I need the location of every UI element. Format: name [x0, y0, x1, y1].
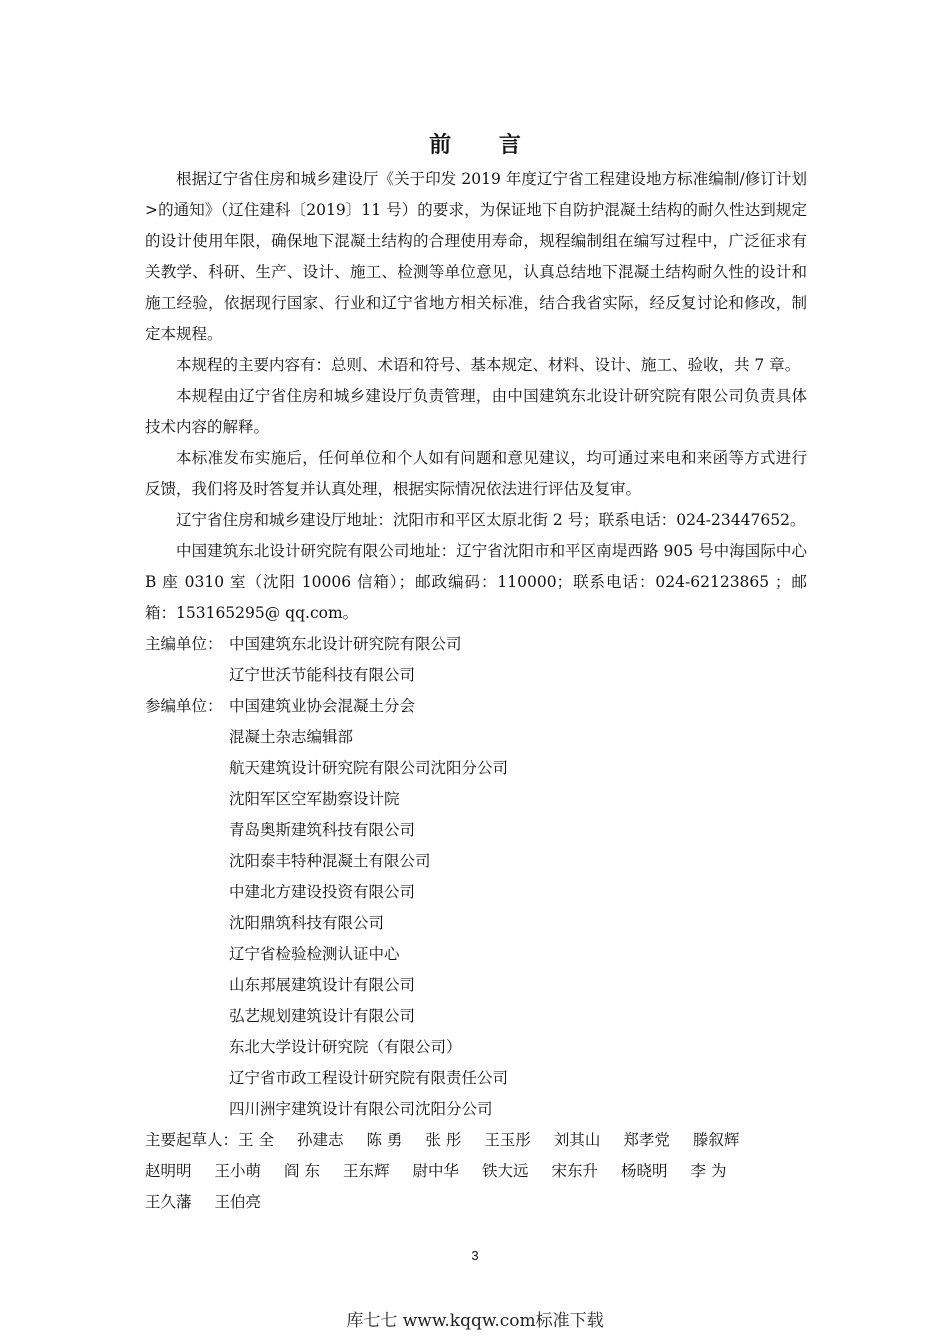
participating-units-list	[229, 691, 508, 1125]
list-item: 沈阳鼎筑科技有限公司	[229, 914, 385, 932]
list-item: 沈阳军区空军勘察设计院	[229, 790, 400, 808]
document-body	[145, 164, 807, 1218]
drafter-name: 赵明明	[145, 1162, 192, 1180]
list-item: 弘艺规划建筑设计有限公司	[229, 1007, 416, 1025]
drafter-name: 铁大远	[482, 1162, 529, 1180]
institute-address: 中国建筑东北设计研究院有限公司地址：辽宁省沈阳市和平区南堤西路 905 号中海国际中心 B 座 0310 室（沈阳 10006 信箱）；邮政编码：110000；联系电话：024-62123865 ；邮箱：153165295@ qq.com。	[145, 542, 807, 622]
list-item: 混凝土杂志编辑部	[229, 728, 354, 746]
drafter-name: 王 全	[238, 1131, 274, 1149]
list-item: 东北大学设计研究院（有限公司）	[229, 1038, 462, 1056]
drafter-name: 李 为	[690, 1162, 727, 1180]
list-item: 沈阳泰丰特种混凝土有限公司	[229, 852, 431, 870]
chief-units-list	[229, 629, 462, 691]
page-number: 3	[471, 1248, 479, 1263]
participating-units-label: 参编单位：	[145, 697, 223, 715]
watermark-text: 库七七 www.kqqw.com标准下载	[346, 1311, 604, 1331]
management-paragraph: 本规程由辽宁省住房和城乡建设厅负责管理，由中国建筑东北设计研究院有限公司负责具体技术内容的解释。	[145, 387, 807, 436]
drafter-name: 王伯亮	[214, 1193, 262, 1211]
drafter-name: 刘其山	[553, 1131, 601, 1149]
drafter-name: 张 彤	[425, 1131, 462, 1149]
drafters-label: 主要起草人：	[145, 1131, 239, 1149]
list-item: 中国建筑东北设计研究院有限公司	[229, 635, 462, 653]
chief-units-section	[145, 629, 807, 691]
list-item: 四川洲宇建筑设计有限公司沈阳分公司	[229, 1100, 493, 1118]
list-item: 山东邦展建筑设计有限公司	[229, 976, 416, 994]
drafter-name: 王久藩	[145, 1193, 192, 1211]
intro-paragraph: 根据辽宁省住房和城乡建设厅《关于印发 2019 年度辽宁省工程建设地方标准编制/修订计划>的通知》（辽住建科〔2019〕11 号）的要求，为保证地下自防护混凝土结构的耐久性达到规定的设计使用年限，确保地下混凝土结构的合理使用寿命，规程编制组在编写过程中，广泛征求有关教学、科研、生产、设计、施工、检测等单位意见，认真总结地下混凝土结构耐久性的设计和施工经验，依据现行国家、行业和辽宁省地方相关标准，结合我省实际，经反复讨论和修改，制定本规程。	[145, 170, 807, 343]
list-item: 辽宁省检验检测认证中心	[229, 945, 400, 963]
drafter-name: 孙建志	[296, 1131, 344, 1149]
drafter-name: 王玉彤	[484, 1131, 531, 1149]
list-item: 航天建筑设计研究院有限公司沈阳分公司	[229, 759, 509, 777]
drafter-name: 陈 勇	[366, 1131, 403, 1149]
contents-paragraph: 本规程的主要内容有：总则、术语和符号、基本规定、材料、设计、施工、验收，共 7 章。	[176, 356, 801, 374]
page-title: 前 言	[429, 133, 541, 158]
list-item: 中建北方建设投资有限公司	[229, 883, 416, 901]
drafter-name: 尉中华	[412, 1162, 459, 1180]
chief-units-label: 主编单位：	[145, 635, 223, 653]
department-address: 辽宁省住房和城乡建设厅地址：沈阳市和平区太原北街 2 号；联系电话：024-23447652。	[176, 511, 806, 529]
drafter-name: 王小萌	[214, 1162, 262, 1180]
list-item: 辽宁世沃节能科技有限公司	[229, 666, 416, 684]
list-item: 辽宁省市政工程设计研究院有限责任公司	[229, 1069, 509, 1087]
drafter-name: 杨晓明	[621, 1162, 668, 1180]
list-item: 中国建筑业协会混凝土分会	[229, 697, 416, 715]
drafter-name: 郑孝党	[623, 1131, 670, 1149]
participating-units-section	[145, 691, 807, 1125]
drafters-section	[145, 1125, 807, 1218]
feedback-paragraph: 本标准发布实施后，任何单位和个人如有问题和意见建议，均可通过来电和来函等方式进行反馈，我们将及时答复并认真处理，根据实际情况依法进行评估及复审。	[145, 449, 807, 498]
list-item: 青岛奥斯建筑科技有限公司	[229, 821, 416, 839]
drafter-name: 王东辉	[342, 1162, 390, 1180]
drafter-name: 宋东升	[551, 1162, 599, 1180]
drafter-name: 滕叙辉	[692, 1131, 740, 1149]
drafter-name: 阎 东	[284, 1162, 320, 1180]
